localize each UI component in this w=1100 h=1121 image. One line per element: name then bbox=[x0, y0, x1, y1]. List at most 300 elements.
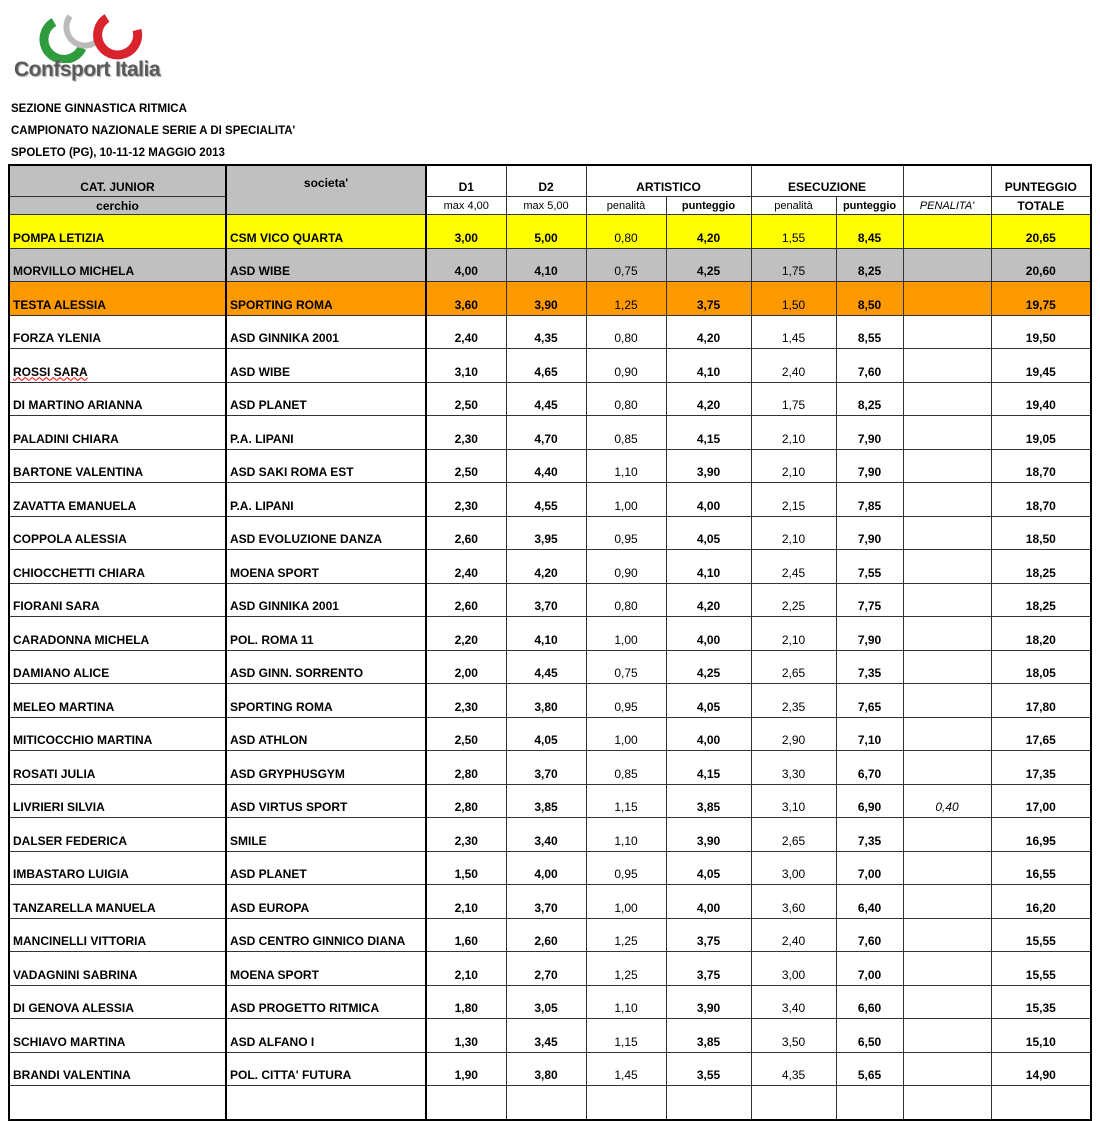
total-score: 17,80 bbox=[991, 684, 1091, 718]
table-row bbox=[9, 885, 1091, 919]
extra-penalty bbox=[903, 851, 991, 885]
society: ASD PLANET bbox=[226, 851, 426, 885]
society: ASD PROGETTO RITMICA bbox=[226, 985, 426, 1019]
esecuzione-penalita: 2,10 bbox=[751, 449, 836, 483]
artistico-punteggio: 4,25 bbox=[666, 248, 751, 282]
d1-score: 2,50 bbox=[426, 449, 506, 483]
extra-penalty bbox=[903, 382, 991, 416]
d1-score: 2,10 bbox=[426, 952, 506, 986]
table-row bbox=[9, 1019, 1091, 1053]
extra-penalty bbox=[903, 349, 991, 383]
artistico-penalita: 0,80 bbox=[586, 315, 666, 349]
d2-score: 3,85 bbox=[506, 784, 586, 818]
total-header: PUNTEGGIO bbox=[991, 165, 1091, 197]
athlete-name: CARADONNA MICHELA bbox=[9, 617, 226, 651]
artistico-punteggio: 3,90 bbox=[666, 449, 751, 483]
athlete-name: ROSATI JULIA bbox=[9, 751, 226, 785]
empty-cell bbox=[836, 1086, 903, 1120]
d1-score: 2,30 bbox=[426, 818, 506, 852]
d1-score: 2,20 bbox=[426, 617, 506, 651]
total-score: 18,20 bbox=[991, 617, 1091, 651]
esecuzione-penalita-header: penalità bbox=[751, 197, 836, 215]
total-score: 16,20 bbox=[991, 885, 1091, 919]
esecuzione-punteggio: 8,25 bbox=[836, 382, 903, 416]
empty-cell bbox=[903, 1086, 991, 1120]
category-header: CAT. JUNIOR bbox=[9, 165, 226, 197]
artistico-header: ARTISTICO bbox=[586, 165, 751, 197]
esecuzione-penalita: 2,35 bbox=[751, 684, 836, 718]
d2-score: 2,60 bbox=[506, 918, 586, 952]
athlete-name: COPPOLA ALESSIA bbox=[9, 516, 226, 550]
artistico-penalita: 1,10 bbox=[586, 818, 666, 852]
artistico-punteggio: 4,00 bbox=[666, 483, 751, 517]
society: SPORTING ROMA bbox=[226, 684, 426, 718]
artistico-punteggio: 4,00 bbox=[666, 885, 751, 919]
artistico-punteggio: 4,00 bbox=[666, 717, 751, 751]
empty-cell bbox=[9, 1086, 226, 1120]
esecuzione-punteggio: 6,50 bbox=[836, 1019, 903, 1053]
extra-penalty bbox=[903, 449, 991, 483]
extra-penalty bbox=[903, 583, 991, 617]
d2-score: 4,10 bbox=[506, 617, 586, 651]
total-score: 15,55 bbox=[991, 952, 1091, 986]
table-row bbox=[9, 382, 1091, 416]
society: MOENA SPORT bbox=[226, 550, 426, 584]
extra-penalty bbox=[903, 516, 991, 550]
athlete-name: DALSER FEDERICA bbox=[9, 818, 226, 852]
table-row bbox=[9, 617, 1091, 651]
table-row bbox=[9, 918, 1091, 952]
total-score: 16,55 bbox=[991, 851, 1091, 885]
extra-penalty bbox=[903, 751, 991, 785]
artistico-punteggio: 3,55 bbox=[666, 1052, 751, 1086]
empty-cell bbox=[666, 1086, 751, 1120]
extra-penalty bbox=[903, 550, 991, 584]
esecuzione-punteggio: 6,40 bbox=[836, 885, 903, 919]
artistico-punteggio: 3,85 bbox=[666, 1019, 751, 1053]
total-score: 15,55 bbox=[991, 918, 1091, 952]
artistico-punteggio: 3,75 bbox=[666, 282, 751, 316]
d1-score: 1,80 bbox=[426, 985, 506, 1019]
extra-penalty bbox=[903, 617, 991, 651]
d2-score: 4,45 bbox=[506, 382, 586, 416]
d2-score: 4,70 bbox=[506, 416, 586, 450]
artistico-penalita: 0,95 bbox=[586, 516, 666, 550]
d2-score: 4,45 bbox=[506, 650, 586, 684]
esecuzione-penalita: 2,10 bbox=[751, 617, 836, 651]
artistico-punteggio-header: punteggio bbox=[666, 197, 751, 215]
table-row bbox=[9, 550, 1091, 584]
society: POL. ROMA 11 bbox=[226, 617, 426, 651]
table-row bbox=[9, 449, 1091, 483]
society: ASD ATHLON bbox=[226, 717, 426, 751]
society: CSM VICO QUARTA bbox=[226, 215, 426, 249]
esecuzione-penalita: 2,25 bbox=[751, 583, 836, 617]
athlete-name: TESTA ALESSIA bbox=[9, 282, 226, 316]
d1-score: 2,30 bbox=[426, 416, 506, 450]
d1-score: 2,50 bbox=[426, 382, 506, 416]
table-row bbox=[9, 1052, 1091, 1086]
extra-penalty bbox=[903, 952, 991, 986]
athlete-name bbox=[9, 349, 226, 383]
society: POL. CITTA' FUTURA bbox=[226, 1052, 426, 1086]
artistico-punteggio: 4,05 bbox=[666, 516, 751, 550]
esecuzione-penalita: 3,30 bbox=[751, 751, 836, 785]
table-row bbox=[9, 684, 1091, 718]
total-score: 18,25 bbox=[991, 583, 1091, 617]
esecuzione-punteggio: 7,55 bbox=[836, 550, 903, 584]
athlete-name: IMBASTARO LUIGIA bbox=[9, 851, 226, 885]
table-row bbox=[9, 818, 1091, 852]
society: ASD GINN. SORRENTO bbox=[226, 650, 426, 684]
section-title: SEZIONE GINNASTICA RITMICA bbox=[11, 103, 187, 115]
d1-score: 2,40 bbox=[426, 315, 506, 349]
esecuzione-penalita: 3,10 bbox=[751, 784, 836, 818]
artistico-penalita: 0,90 bbox=[586, 550, 666, 584]
d1-score: 1,60 bbox=[426, 918, 506, 952]
athlete-name: MELEO MARTINA bbox=[9, 684, 226, 718]
d2-score: 4,55 bbox=[506, 483, 586, 517]
esecuzione-punteggio: 8,45 bbox=[836, 215, 903, 249]
d2-score: 4,00 bbox=[506, 851, 586, 885]
d1-score: 1,90 bbox=[426, 1052, 506, 1086]
d1-score: 2,50 bbox=[426, 717, 506, 751]
artistico-penalita: 1,00 bbox=[586, 617, 666, 651]
artistico-penalita: 1,15 bbox=[586, 784, 666, 818]
extra-penalty bbox=[903, 215, 991, 249]
total-score: 17,35 bbox=[991, 751, 1091, 785]
total-score: 19,40 bbox=[991, 382, 1091, 416]
esecuzione-punteggio: 7,90 bbox=[836, 617, 903, 651]
d1-score: 1,30 bbox=[426, 1019, 506, 1053]
logo-text: Confsport Italia bbox=[14, 58, 161, 81]
d2-score: 3,40 bbox=[506, 818, 586, 852]
d1-score: 2,40 bbox=[426, 550, 506, 584]
d2-header: D2 bbox=[506, 165, 586, 197]
artistico-punteggio: 4,10 bbox=[666, 349, 751, 383]
table-row bbox=[9, 416, 1091, 450]
artistico-punteggio: 4,20 bbox=[666, 315, 751, 349]
table-row bbox=[9, 248, 1091, 282]
confsport-logo bbox=[12, 8, 192, 88]
esecuzione-penalita: 1,75 bbox=[751, 248, 836, 282]
extra-penalty bbox=[903, 315, 991, 349]
d1-score: 3,10 bbox=[426, 349, 506, 383]
artistico-penalita: 1,15 bbox=[586, 1019, 666, 1053]
event-location-date: SPOLETO (PG), 10-11-12 MAGGIO 2013 bbox=[11, 147, 225, 159]
esecuzione-punteggio-header: punteggio bbox=[836, 197, 903, 215]
d2-score: 3,05 bbox=[506, 985, 586, 1019]
artistico-penalita: 1,10 bbox=[586, 985, 666, 1019]
table-row bbox=[9, 717, 1091, 751]
esecuzione-punteggio: 8,25 bbox=[836, 248, 903, 282]
esecuzione-punteggio: 7,35 bbox=[836, 818, 903, 852]
society: ASD WIBE bbox=[226, 248, 426, 282]
athlete-name: CHIOCCHETTI CHIARA bbox=[9, 550, 226, 584]
d1-score: 4,00 bbox=[426, 248, 506, 282]
artistico-punteggio: 3,90 bbox=[666, 818, 751, 852]
athlete-name: PALADINI CHIARA bbox=[9, 416, 226, 450]
athlete-name: VADAGNINI SABRINA bbox=[9, 952, 226, 986]
esecuzione-punteggio: 7,85 bbox=[836, 483, 903, 517]
artistico-penalita: 1,25 bbox=[586, 952, 666, 986]
athlete-name: MITICOCCHIO MARTINA bbox=[9, 717, 226, 751]
table-row bbox=[9, 751, 1091, 785]
d1-score: 2,30 bbox=[426, 684, 506, 718]
artistico-penalita: 0,95 bbox=[586, 684, 666, 718]
d2-score: 3,45 bbox=[506, 1019, 586, 1053]
athlete-name: BARTONE VALENTINA bbox=[9, 449, 226, 483]
extra-penalty bbox=[903, 885, 991, 919]
society: ASD ALFANO I bbox=[226, 1019, 426, 1053]
d2-score: 4,20 bbox=[506, 550, 586, 584]
esecuzione-penalita: 2,40 bbox=[751, 349, 836, 383]
d2-score: 3,70 bbox=[506, 885, 586, 919]
esecuzione-punteggio: 6,90 bbox=[836, 784, 903, 818]
extra-penalty bbox=[903, 1052, 991, 1086]
esecuzione-punteggio: 7,90 bbox=[836, 416, 903, 450]
extra-penalty: 0,40 bbox=[903, 784, 991, 818]
logo-rings-icon bbox=[12, 8, 162, 63]
esecuzione-punteggio: 7,00 bbox=[836, 952, 903, 986]
artistico-penalita: 0,75 bbox=[586, 650, 666, 684]
society: ASD WIBE bbox=[226, 349, 426, 383]
d1-score: 2,00 bbox=[426, 650, 506, 684]
esecuzione-punteggio: 7,60 bbox=[836, 918, 903, 952]
total-score: 18,70 bbox=[991, 483, 1091, 517]
esecuzione-punteggio: 6,70 bbox=[836, 751, 903, 785]
esecuzione-punteggio: 7,60 bbox=[836, 349, 903, 383]
esecuzione-punteggio: 8,50 bbox=[836, 282, 903, 316]
society: ASD CENTRO GINNICO DIANA bbox=[226, 918, 426, 952]
athlete-name: POMPA LETIZIA bbox=[9, 215, 226, 249]
table-row bbox=[9, 282, 1091, 316]
championship-title: CAMPIONATO NAZIONALE SERIE A DI SPECIALITA' bbox=[11, 125, 296, 137]
society: SPORTING ROMA bbox=[226, 282, 426, 316]
table-row bbox=[9, 650, 1091, 684]
d1-score: 2,30 bbox=[426, 483, 506, 517]
esecuzione-punteggio: 7,75 bbox=[836, 583, 903, 617]
esecuzione-punteggio: 8,55 bbox=[836, 315, 903, 349]
d1-max: max 4,00 bbox=[426, 197, 506, 215]
d1-score: 3,60 bbox=[426, 282, 506, 316]
athlete-name: FORZA YLENIA bbox=[9, 315, 226, 349]
extra-penalty bbox=[903, 717, 991, 751]
total-score: 18,70 bbox=[991, 449, 1091, 483]
esecuzione-punteggio: 7,90 bbox=[836, 516, 903, 550]
empty-cell bbox=[991, 1086, 1091, 1120]
d2-score: 4,65 bbox=[506, 349, 586, 383]
artistico-penalita: 1,25 bbox=[586, 282, 666, 316]
artistico-punteggio: 4,10 bbox=[666, 550, 751, 584]
d1-score: 2,60 bbox=[426, 516, 506, 550]
athlete-name: MORVILLO MICHELA bbox=[9, 248, 226, 282]
artistico-penalita-header: penalità bbox=[586, 197, 666, 215]
esecuzione-punteggio: 5,65 bbox=[836, 1052, 903, 1086]
esecuzione-header: ESECUZIONE bbox=[751, 165, 903, 197]
artistico-penalita: 0,80 bbox=[586, 382, 666, 416]
artistico-punteggio: 4,15 bbox=[666, 416, 751, 450]
artistico-punteggio: 4,20 bbox=[666, 215, 751, 249]
esecuzione-punteggio: 6,60 bbox=[836, 985, 903, 1019]
total-score: 19,75 bbox=[991, 282, 1091, 316]
society: ASD GINNIKA 2001 bbox=[226, 315, 426, 349]
d1-score: 2,80 bbox=[426, 751, 506, 785]
society: P.A. LIPANI bbox=[226, 416, 426, 450]
society: ASD SAKI ROMA EST bbox=[226, 449, 426, 483]
artistico-penalita: 0,85 bbox=[586, 416, 666, 450]
artistico-punteggio: 3,90 bbox=[666, 985, 751, 1019]
penalty-header-blank bbox=[903, 165, 991, 197]
esecuzione-penalita: 2,45 bbox=[751, 550, 836, 584]
d2-score: 4,10 bbox=[506, 248, 586, 282]
esecuzione-penalita: 3,50 bbox=[751, 1019, 836, 1053]
table-row bbox=[9, 851, 1091, 885]
table-row bbox=[9, 315, 1091, 349]
total-score: 19,05 bbox=[991, 416, 1091, 450]
society: ASD EUROPA bbox=[226, 885, 426, 919]
extra-penalty bbox=[903, 985, 991, 1019]
total-score: 19,45 bbox=[991, 349, 1091, 383]
athlete-name: FIORANI SARA bbox=[9, 583, 226, 617]
society: P.A. LIPANI bbox=[226, 483, 426, 517]
extra-penalty bbox=[903, 1019, 991, 1053]
table-row bbox=[9, 215, 1091, 249]
d1-score: 2,60 bbox=[426, 583, 506, 617]
extra-penalty bbox=[903, 248, 991, 282]
esecuzione-punteggio: 7,35 bbox=[836, 650, 903, 684]
artistico-punteggio: 4,25 bbox=[666, 650, 751, 684]
esecuzione-penalita: 1,50 bbox=[751, 282, 836, 316]
artistico-penalita: 1,25 bbox=[586, 918, 666, 952]
athlete-name: SCHIAVO MARTINA bbox=[9, 1019, 226, 1053]
table-row bbox=[9, 483, 1091, 517]
artistico-penalita: 0,80 bbox=[586, 583, 666, 617]
d2-score: 3,95 bbox=[506, 516, 586, 550]
total-score: 20,65 bbox=[991, 215, 1091, 249]
esecuzione-penalita: 2,65 bbox=[751, 818, 836, 852]
table-row bbox=[9, 583, 1091, 617]
results-table bbox=[8, 164, 1092, 1121]
athlete-name: BRANDI VALENTINA bbox=[9, 1052, 226, 1086]
artistico-penalita: 0,95 bbox=[586, 851, 666, 885]
table-row bbox=[9, 349, 1091, 383]
artistico-penalita: 0,75 bbox=[586, 248, 666, 282]
artistico-punteggio: 4,15 bbox=[666, 751, 751, 785]
empty-row bbox=[9, 1086, 1091, 1120]
artistico-penalita: 0,85 bbox=[586, 751, 666, 785]
athlete-name: DAMIANO ALICE bbox=[9, 650, 226, 684]
artistico-penalita: 1,10 bbox=[586, 449, 666, 483]
total-score: 17,00 bbox=[991, 784, 1091, 818]
total-header-2: TOTALE bbox=[991, 197, 1091, 215]
extra-penalty bbox=[903, 416, 991, 450]
total-score: 18,50 bbox=[991, 516, 1091, 550]
total-score: 15,10 bbox=[991, 1019, 1091, 1053]
empty-cell bbox=[226, 1086, 426, 1120]
d2-score: 3,80 bbox=[506, 1052, 586, 1086]
artistico-punteggio: 4,20 bbox=[666, 382, 751, 416]
athlete-name: DI GENOVA ALESSIA bbox=[9, 985, 226, 1019]
total-score: 16,95 bbox=[991, 818, 1091, 852]
artistico-punteggio: 4,05 bbox=[666, 851, 751, 885]
society: ASD PLANET bbox=[226, 382, 426, 416]
esecuzione-penalita: 3,60 bbox=[751, 885, 836, 919]
empty-cell bbox=[586, 1086, 666, 1120]
d1-score: 2,10 bbox=[426, 885, 506, 919]
extra-penalty bbox=[903, 282, 991, 316]
total-score: 20,60 bbox=[991, 248, 1091, 282]
artistico-punteggio: 3,85 bbox=[666, 784, 751, 818]
esecuzione-penalita: 2,40 bbox=[751, 918, 836, 952]
empty-cell bbox=[426, 1086, 506, 1120]
artistico-punteggio: 3,75 bbox=[666, 918, 751, 952]
athlete-name: TANZARELLA MANUELA bbox=[9, 885, 226, 919]
artistico-penalita: 1,00 bbox=[586, 717, 666, 751]
d2-score: 2,70 bbox=[506, 952, 586, 986]
extra-penalty bbox=[903, 650, 991, 684]
d1-score: 1,50 bbox=[426, 851, 506, 885]
d2-score: 3,80 bbox=[506, 684, 586, 718]
esecuzione-penalita: 1,55 bbox=[751, 215, 836, 249]
d1-score: 2,80 bbox=[426, 784, 506, 818]
esecuzione-penalita: 2,65 bbox=[751, 650, 836, 684]
artistico-penalita: 1,00 bbox=[586, 483, 666, 517]
d2-max: max 5,00 bbox=[506, 197, 586, 215]
extra-penalty bbox=[903, 483, 991, 517]
table-row bbox=[9, 516, 1091, 550]
society: ASD GINNIKA 2001 bbox=[226, 583, 426, 617]
d2-score: 3,70 bbox=[506, 583, 586, 617]
table-row bbox=[9, 985, 1091, 1019]
esecuzione-penalita: 2,10 bbox=[751, 516, 836, 550]
athlete-name: ZAVATTA EMANUELA bbox=[9, 483, 226, 517]
artistico-penalita: 1,00 bbox=[586, 885, 666, 919]
d2-score: 4,05 bbox=[506, 717, 586, 751]
esecuzione-punteggio: 7,00 bbox=[836, 851, 903, 885]
extra-penalty bbox=[903, 818, 991, 852]
d2-score: 4,40 bbox=[506, 449, 586, 483]
total-score: 18,05 bbox=[991, 650, 1091, 684]
apparatus-header: cerchio bbox=[9, 197, 226, 215]
extra-penalty bbox=[903, 684, 991, 718]
esecuzione-penalita: 1,75 bbox=[751, 382, 836, 416]
artistico-punteggio: 4,20 bbox=[666, 583, 751, 617]
esecuzione-punteggio: 7,10 bbox=[836, 717, 903, 751]
athlete-name-text: ROSSI SARA bbox=[13, 364, 88, 379]
total-score: 17,65 bbox=[991, 717, 1091, 751]
athlete-name: MANCINELLI VITTORIA bbox=[9, 918, 226, 952]
d1-header: D1 bbox=[426, 165, 506, 197]
esecuzione-punteggio: 7,90 bbox=[836, 449, 903, 483]
esecuzione-penalita: 2,15 bbox=[751, 483, 836, 517]
total-score: 19,50 bbox=[991, 315, 1091, 349]
total-score: 14,90 bbox=[991, 1052, 1091, 1086]
d2-score: 3,70 bbox=[506, 751, 586, 785]
esecuzione-penalita: 1,45 bbox=[751, 315, 836, 349]
artistico-penalita: 1,45 bbox=[586, 1052, 666, 1086]
extra-penalty-header: PENALITA' bbox=[903, 197, 991, 215]
empty-cell bbox=[751, 1086, 836, 1120]
total-score: 15,35 bbox=[991, 985, 1091, 1019]
extra-penalty bbox=[903, 918, 991, 952]
artistico-punteggio: 3,75 bbox=[666, 952, 751, 986]
athlete-name: LIVRIERI SILVIA bbox=[9, 784, 226, 818]
table-row bbox=[9, 952, 1091, 986]
athlete-name: DI MARTINO ARIANNA bbox=[9, 382, 226, 416]
artistico-punteggio: 4,05 bbox=[666, 684, 751, 718]
esecuzione-penalita: 3,40 bbox=[751, 985, 836, 1019]
